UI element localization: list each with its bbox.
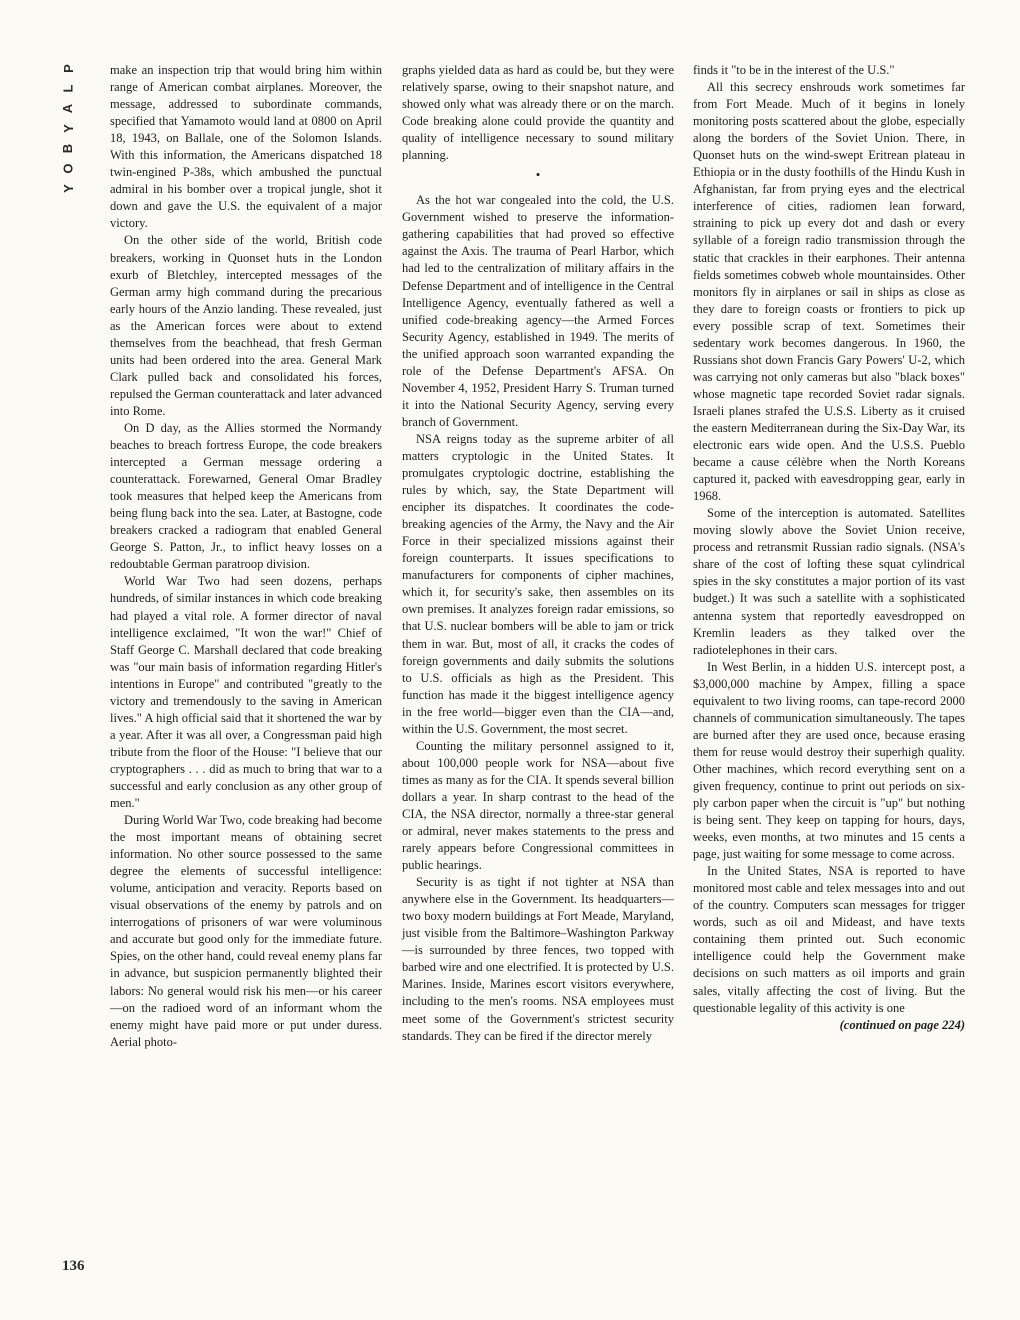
magazine-letter: Y (60, 184, 76, 193)
paragraph: During World War Two, code breaking had become the most important means of obtaining secret information. No other source possessed to the same degree the elements of successful intelligence: volume, anticipation and veracity. Reports based on visual observations of the enemy by patrols and on interrogations of prisoners of war were voluminous and accurate but good only for the immediate future. Spies, on the other hand, could reveal enemy plans far in advance, but suspicion permanently blighted their labors: No general would risk his men—or his career—on the radioed word of an informant whom the enemy might have paid more or put under duress. Aerial photo- (110, 813, 382, 1049)
paragraph: Security is as tight if not tighter at NSA than anywhere else in the Government. Its headquarters—two boxy modern buildings at Fort Meade, Maryland, just visible from the Baltimore–Washington Parkway—is surrounded by three fences, two topped with barbed wire and one electrified. It is protected by U.S. Marines. Inside, Marines escort visitors everywhere, including to the men's rooms. NSA employees must meet some of the Government's strictest security standards. They can be fired if the director merely (402, 875, 674, 1043)
section-break-bullet: • (535, 167, 541, 183)
magazine-letter: L (60, 84, 76, 93)
magazine-name-vertical (58, 62, 78, 195)
paragraph: As the hot war congealed into the cold, the U.S. Government wished to preserve the information-gathering capabilities that had proved so effective against the Axis. The trauma of Pearl Harbor, which had led to the centralization of military affairs in the Defense Department and of intelligence in the Central Intelligence Agency, eventually fathered as well a unified code-breaking agency—the Armed Forces Security Agency, established in 1949. The merits of the unified approach soon warranted expanding the role of the Defense Department's AFSA. On November 4, 1952, President Harry S. Truman turned it into the National Security Agency, serving every branch of Government. (402, 193, 674, 429)
paragraph: make an inspection trip that would bring him within range of American combat airplanes. Moreover, the message, addressed to subordinate commands, specified that Yamamoto would land at 0800 on April 18, 1943, on Ballale, one of the Solomon Islands. With this information, the Americans dispatched 18 twin-engined P-38s, which ambushed the punctual admiral in his bomber over a tropical jungle, shot it down and gave the U.S. the equivalent of a major victory. (110, 63, 382, 231)
magazine-letter: P (60, 64, 76, 73)
paragraph: In West Berlin, in a hidden U.S. intercept post, a $3,000,000 machine by Ampex, filling a space equivalent to two living rooms, can tape-record 2000 channels of communication simultaneously. The tapes are burned after they are used once, because erasing them for reuse would destroy their superhigh quality. Other machines, which record everything sent on a given frequency, continue to print out periods on six-ply carbon paper when the circuit is "up" but nothing is being sent. They keep on tapping for hours, days, weeks, even months, at two minutes and 15 cents a page, just waiting for some message to come across. (693, 659, 965, 862)
paragraph: NSA reigns today as the supreme arbiter of all matters cryptologic in the United States. It promulgates cryptologic doctrine, establishing the rules by which, say, the State Department will encipher its dispatches. It coordinates the code-breaking agencies of the Army, the Navy and the Air Force in their specialized missions against their foreign counterparts. It issues specifications to manufacturers for components of cipher machines, which it, for security's sake, then assembles on its own premises. It analyzes foreign radar emissions, so that U.S. nuclear bombers will be able to jam or trick them in war. But, most of all, it cracks the codes of foreign governments and daily submits the solutions to U.S. officials as high as the President. This function has made it the biggest intelligence agency in the free world—bigger even than the CIA—and, within the U.S. Government, the most secret. (402, 431, 674, 736)
paragraph: All this secrecy enshrouds work sometimes far from Fort Meade. Much of it begins in lonely monitoring posts scattered about the globe, especially along the borders of the Soviet Union. There, in Quonset huts on the wind-swept Eritrean plateau in Ethiopia or in the dusty foothills of the Hindu Kush in Afghanistan, far from prying eyes and the electrical interference of cities, radiomen lean forward, straining to pick up every dot and dash or every syllable of a foreign radio transmission through the static that crackles in their earphones. Their antenna fields sometimes cobweb whole mountainsides. Other monitors fly in airplanes or sail in ships as close as they dare to foreign coasts or frontiers to pick up every possible scrap of text. Sometimes their sedentary work becomes dangerous. In 1960, the Russians shot down Francis Gary Powers' U-2, which was carrying not only cameras but also "black boxes" whose magnetic tape recorded Soviet radar signals. Israeli planes strafed the U.S.S. Liberty as it cruised the eastern Mediterranean during the Six-Day War, its electronic ears wide open. And the U.S.S. Pueblo became a cause célèbre when the North Koreans captured it, packed with eavesdropping gear, early in 1968. (693, 80, 965, 504)
paragraph: On D day, as the Allies stormed the Normandy beaches to breach fortress Europe, the code breakers intercepted a German message ordering a counterattack. Forewarned, General Omar Bradley took measures that helped keep the Americans from being flung back into the sea. Later, at Bastogne, code breakers cracked a radiogram that enabled General George S. Patton, Jr., to inflict heavy losses on a redoubtable German paratroop division. (110, 420, 382, 572)
paragraph: World War Two had seen dozens, perhaps hundreds, of similar instances in which code breaking had played a vital role. A former director of naval intelligence exclaimed, "It won the war!" Chief of Staff George C. Marshall declared that code breaking was "our main basis of information regarding Hitler's intentions in Europe" and contributed "greatly to the victory and tremendously to the saving in American lives." A high official said that it shortened the war by a year. After it was all over, a Congressman paid high tribute from the floor of the House: "I believe that our cryptographers . . . did as much to bring that war to a successful and early conclusion as any other group of men." (110, 574, 382, 811)
article-column-3 (693, 62, 965, 1034)
paragraph: graphs yielded data as hard as could be, but they were relatively sparse, owing to their snapshot nature, and showed only what was already there or on the march. Code breaking alone could provide the quantity and quality of intelligence necessary to sound military planning. (402, 63, 674, 163)
paragraph: In the United States, NSA is reported to have monitored most cable and telex messages into and out of the country. Computers scan messages for trigger words, such as oil and Mideast, and have texts containing them printed out. Such economic intelligence could help the Government make decisions on such matters as oil imports and grain sales, vitally affecting the cost of living. But the questionable legality of this activity is one (693, 864, 965, 1015)
magazine-letter: A (60, 103, 76, 114)
magazine-letter: Y (60, 124, 76, 133)
paragraph: On the other side of the world, British code breakers, working in Quonset huts in the London exurb of Bletchley, intercepted messages of the German army high command during the precarious early hours of the Anzio landing. These revealed, just as the American forces were about to extend themselves from the beachhead, that fresh German units had been ordered into the area. General Mark Clark pulled back and consolidated his forces, repulsed the German counterattack and later advanced into Rome. (110, 233, 382, 418)
magazine-letter: O (60, 163, 76, 174)
continued-on-note: (continued on page 224) (839, 1017, 965, 1032)
article-column-2 (402, 62, 674, 1045)
article-column-1 (110, 62, 382, 1051)
paragraph: finds it "to be in the interest of the U.S." (693, 63, 895, 77)
page-number: 136 (62, 1258, 85, 1274)
paragraph: Some of the interception is automated. Satellites moving slowly above the Soviet Union receive, process and retransmit Russian radio signals. (NSA's share of the cost of lofting these squat cylindrical spies in the sky constitutes a major portion of its vast budget.) It was such a satellite with a sophisticated antenna system that reportedly eavesdropped on Kremlin leaders as they talked over the radiotelephones in their cars. (693, 506, 965, 657)
paragraph: Counting the military personnel assigned to it, about 100,000 people work for NSA—about five times as many as for the CIA. It spends several billion dollars a year. In sharp contrast to the head of the CIA, the NSA director, normally a three-star general or admiral, never makes statements to the press and rarely appears before Congressional committees in public hearings. (402, 738, 674, 873)
magazine-letter: B (60, 143, 76, 154)
